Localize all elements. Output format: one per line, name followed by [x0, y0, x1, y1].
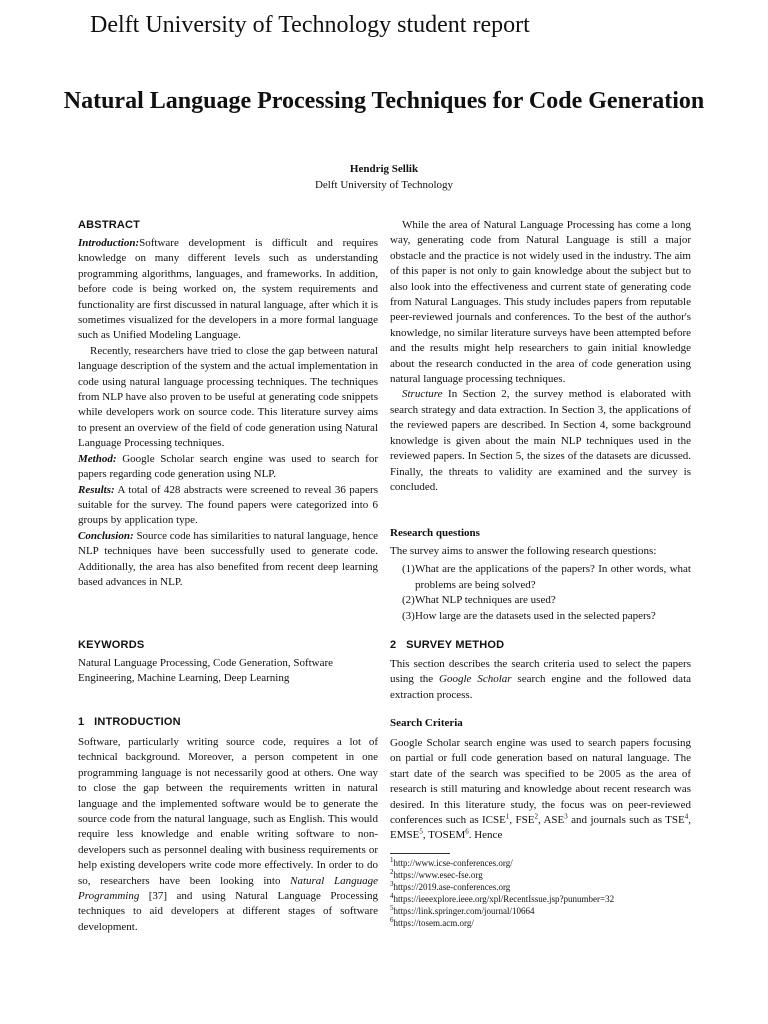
search-criteria-fragment: , FSE	[509, 814, 535, 827]
keywords-section	[78, 638, 378, 687]
right-intro-continued	[390, 218, 691, 495]
introduction-emphasis: Natural Language Programming	[78, 874, 379, 903]
footnote-number: 6	[390, 916, 394, 924]
footnote-number: 5	[390, 904, 394, 912]
structure-label: Structure	[402, 388, 443, 401]
results-text: A total of 428 abstracts were screened to reveal 36 papers suitable for the survey. The found papers were categorized into 6 groups by application type.	[78, 483, 378, 527]
footnote-item	[390, 905, 691, 917]
introduction-text: Software development is difficult and requires knowledge on many different levels such as understanding programming algorithms, languages, and frameworks. In addition, before code is being worked on, the system requirements and functionality are first discussed in natural language, after which it is sometimes visualized for the developers in a more formal language such as Unified Modeling Language.	[78, 237, 378, 342]
footnote-divider	[390, 853, 450, 854]
results-label: Results:	[78, 483, 115, 496]
abstract-introduction	[78, 236, 378, 344]
footnote-link[interactable]: https://www.esec-fse.org	[393, 870, 483, 880]
research-question-number: (3)	[402, 609, 415, 622]
footnote-number: 1	[390, 856, 394, 864]
footnote-number: 4	[390, 892, 394, 900]
footnote-number: 2	[390, 868, 394, 876]
research-question-number: (2)	[402, 594, 415, 607]
search-criteria-heading: Search Criteria	[390, 717, 463, 729]
footnote-link[interactable]: http://www.icse-conferences.org/	[393, 858, 513, 868]
search-criteria-fragment: , ASE	[537, 814, 565, 827]
author-name: Hendrig Sellik	[349, 163, 419, 175]
footnote-item	[390, 881, 691, 893]
introduction-text-a: Software, particularly writing source code, requires a lot of technical background. Moreover, a person competent in one programming language is not necessarily good at others. One way to close the gap between the requirements written in natural language and the implemented software would be to generate the source code from the natural language, such as English. This would require less knowledge and enable writing software to non-developers such as personnel dealing with business requirements or help existing developers write code more effectively. In order to do so, researchers have been looking into	[78, 736, 378, 887]
footnote-link[interactable]: https://ieeexplore.ieee.org/xpl/RecentIssue.jsp?punumber=32	[393, 894, 615, 904]
survey-method-section	[390, 638, 691, 703]
footnote-number: 3	[390, 880, 394, 888]
research-question-text: What are the applications of the papers? In other words, what problems are being solved?	[415, 563, 691, 591]
research-question-text: How large are the datasets used in the selected papers?	[415, 609, 656, 622]
google-scholar-emphasis: Google Scholar	[439, 673, 512, 686]
footnotes	[390, 857, 691, 929]
introduction-label: Introduction:	[78, 237, 140, 249]
footnote-ref: 3	[564, 812, 568, 821]
search-criteria-text-a: Google Scholar search engine was used to search papers focusing on partial or full code generation based on natural language. The start date of the search was specified to be 2005 as the area of research is still maturing and knowledge about recent research was desired. In this literature study, the focus was on peer-reviewed conferences such as ICSE	[390, 737, 691, 827]
method-text: Google Scholar search engine was used to search for papers regarding code generation using NLP.	[78, 452, 379, 481]
introduction-body	[78, 735, 378, 935]
method-label: Method:	[78, 452, 117, 465]
research-question-item	[390, 593, 691, 608]
survey-method-text-a: This section describes the search criteria used to select the papers using the	[390, 658, 691, 686]
research-question-item	[390, 562, 691, 593]
footnote-link[interactable]: https://link.springer.com/journal/10664	[393, 906, 535, 916]
footnote-item	[390, 917, 691, 929]
footnote-ref: 4	[684, 812, 689, 821]
conclusion-label: Conclusion:	[78, 529, 134, 542]
footnote-link[interactable]: https://tosem.acm.org/	[393, 918, 474, 928]
footnote-item	[390, 893, 691, 905]
footnote-ref: 1	[505, 812, 510, 821]
footnote-ref: 5	[419, 827, 423, 836]
search-criteria-fragment: , EMSE	[390, 814, 691, 842]
research-question-item	[390, 609, 691, 624]
structure-paragraph	[390, 387, 691, 495]
search-criteria-fragment: . Hence	[468, 829, 503, 842]
introduction-section	[78, 715, 378, 935]
abstract-method	[78, 452, 378, 483]
survey-method-text-b: search engine and the followed data extraction process.	[390, 673, 692, 701]
introduction-heading: 1 INTRODUCTION	[78, 716, 181, 728]
right-paragraph-1: While the area of Natural Language Processing has come a long way, generating code from Natural Language is still a major obstacle and the practice is not widely used in the industry. The aim of this paper is not only to gain knowledge about the subject but to also look into the effectiveness and current state of generating code from Natural Languages. This study includes papers from reputable peer-reviewed journals and conferences. To the best of the author's knowledge, no similar literature surveys have been attempted before and the results might help researchers to gain initial knowledge about the research conducted in the area of code generation using natural language processing techniques.	[390, 219, 691, 386]
keywords-heading: KEYWORDS	[78, 639, 145, 651]
research-questions-intro: The survey aims to answer the following research questions:	[390, 545, 657, 557]
footnote-ref: 6	[465, 827, 469, 836]
abstract-conclusion	[78, 529, 378, 591]
search-criteria-fragment: , TOSEM	[422, 829, 466, 842]
footnote-item	[390, 857, 691, 869]
survey-method-heading: 2 SURVEY METHOD	[390, 639, 505, 651]
abstract-section	[78, 218, 378, 590]
report-header: Delft University of Technology student report	[90, 12, 530, 38]
research-question-number: (1)	[402, 563, 415, 576]
structure-text: In Section 2, the survey method is elaborated with search strategy and data extraction. In Section 3, the applications of the reviewed papers are described. In Section 4, some background knowledge is given about the main NLP techniques used in the reviewed papers. In Section 5, the sizes of the datasets are dicussed. Finally, the threats to validity are examined and the survey is concluded.	[390, 388, 691, 493]
footnote-link[interactable]: https://2019.ase-conferences.org	[393, 882, 511, 892]
keywords-text: Natural Language Processing, Code Generation, Software Engineering, Machine Learning, Deep Learning	[78, 657, 334, 685]
search-criteria-text	[390, 736, 691, 844]
author-affiliation: Delft University of Technology	[314, 179, 454, 191]
research-questions-heading: Research questions	[390, 527, 480, 539]
paper-title: Natural Language Processing Techniques for Code Generation	[63, 88, 705, 114]
abstract-paragraph-2: Recently, researchers have tried to close the gap between natural language description of the system and the actual implementation in code using natural language processing techniques. The techniques from NLP have also proven to be useful at generating code snippets while developers work on source code. This literature survey aims to present an overview of the field of code generation using Natural Language Processing techniques.	[78, 344, 378, 450]
introduction-text-b: [37] and using Natural Language Processing techniques to aid developers at different stages of software development.	[78, 890, 378, 933]
search-criteria-section	[390, 716, 691, 844]
footnote-ref: 2	[534, 812, 538, 821]
research-questions-section	[390, 526, 691, 624]
abstract-heading: ABSTRACT	[78, 219, 141, 231]
abstract-results	[78, 483, 378, 529]
search-criteria-fragment: and journals such as TSE	[567, 814, 685, 827]
survey-method-text	[390, 657, 691, 703]
conclusion-text: Source code has similarities to natural language, hence NLP techniques have been successfully used to generate code. Additionally, the area has also benefited from recent deep learning based advances in NLP.	[78, 529, 378, 588]
footnote-item	[390, 869, 691, 881]
research-question-text: What NLP techniques are used?	[415, 594, 556, 607]
